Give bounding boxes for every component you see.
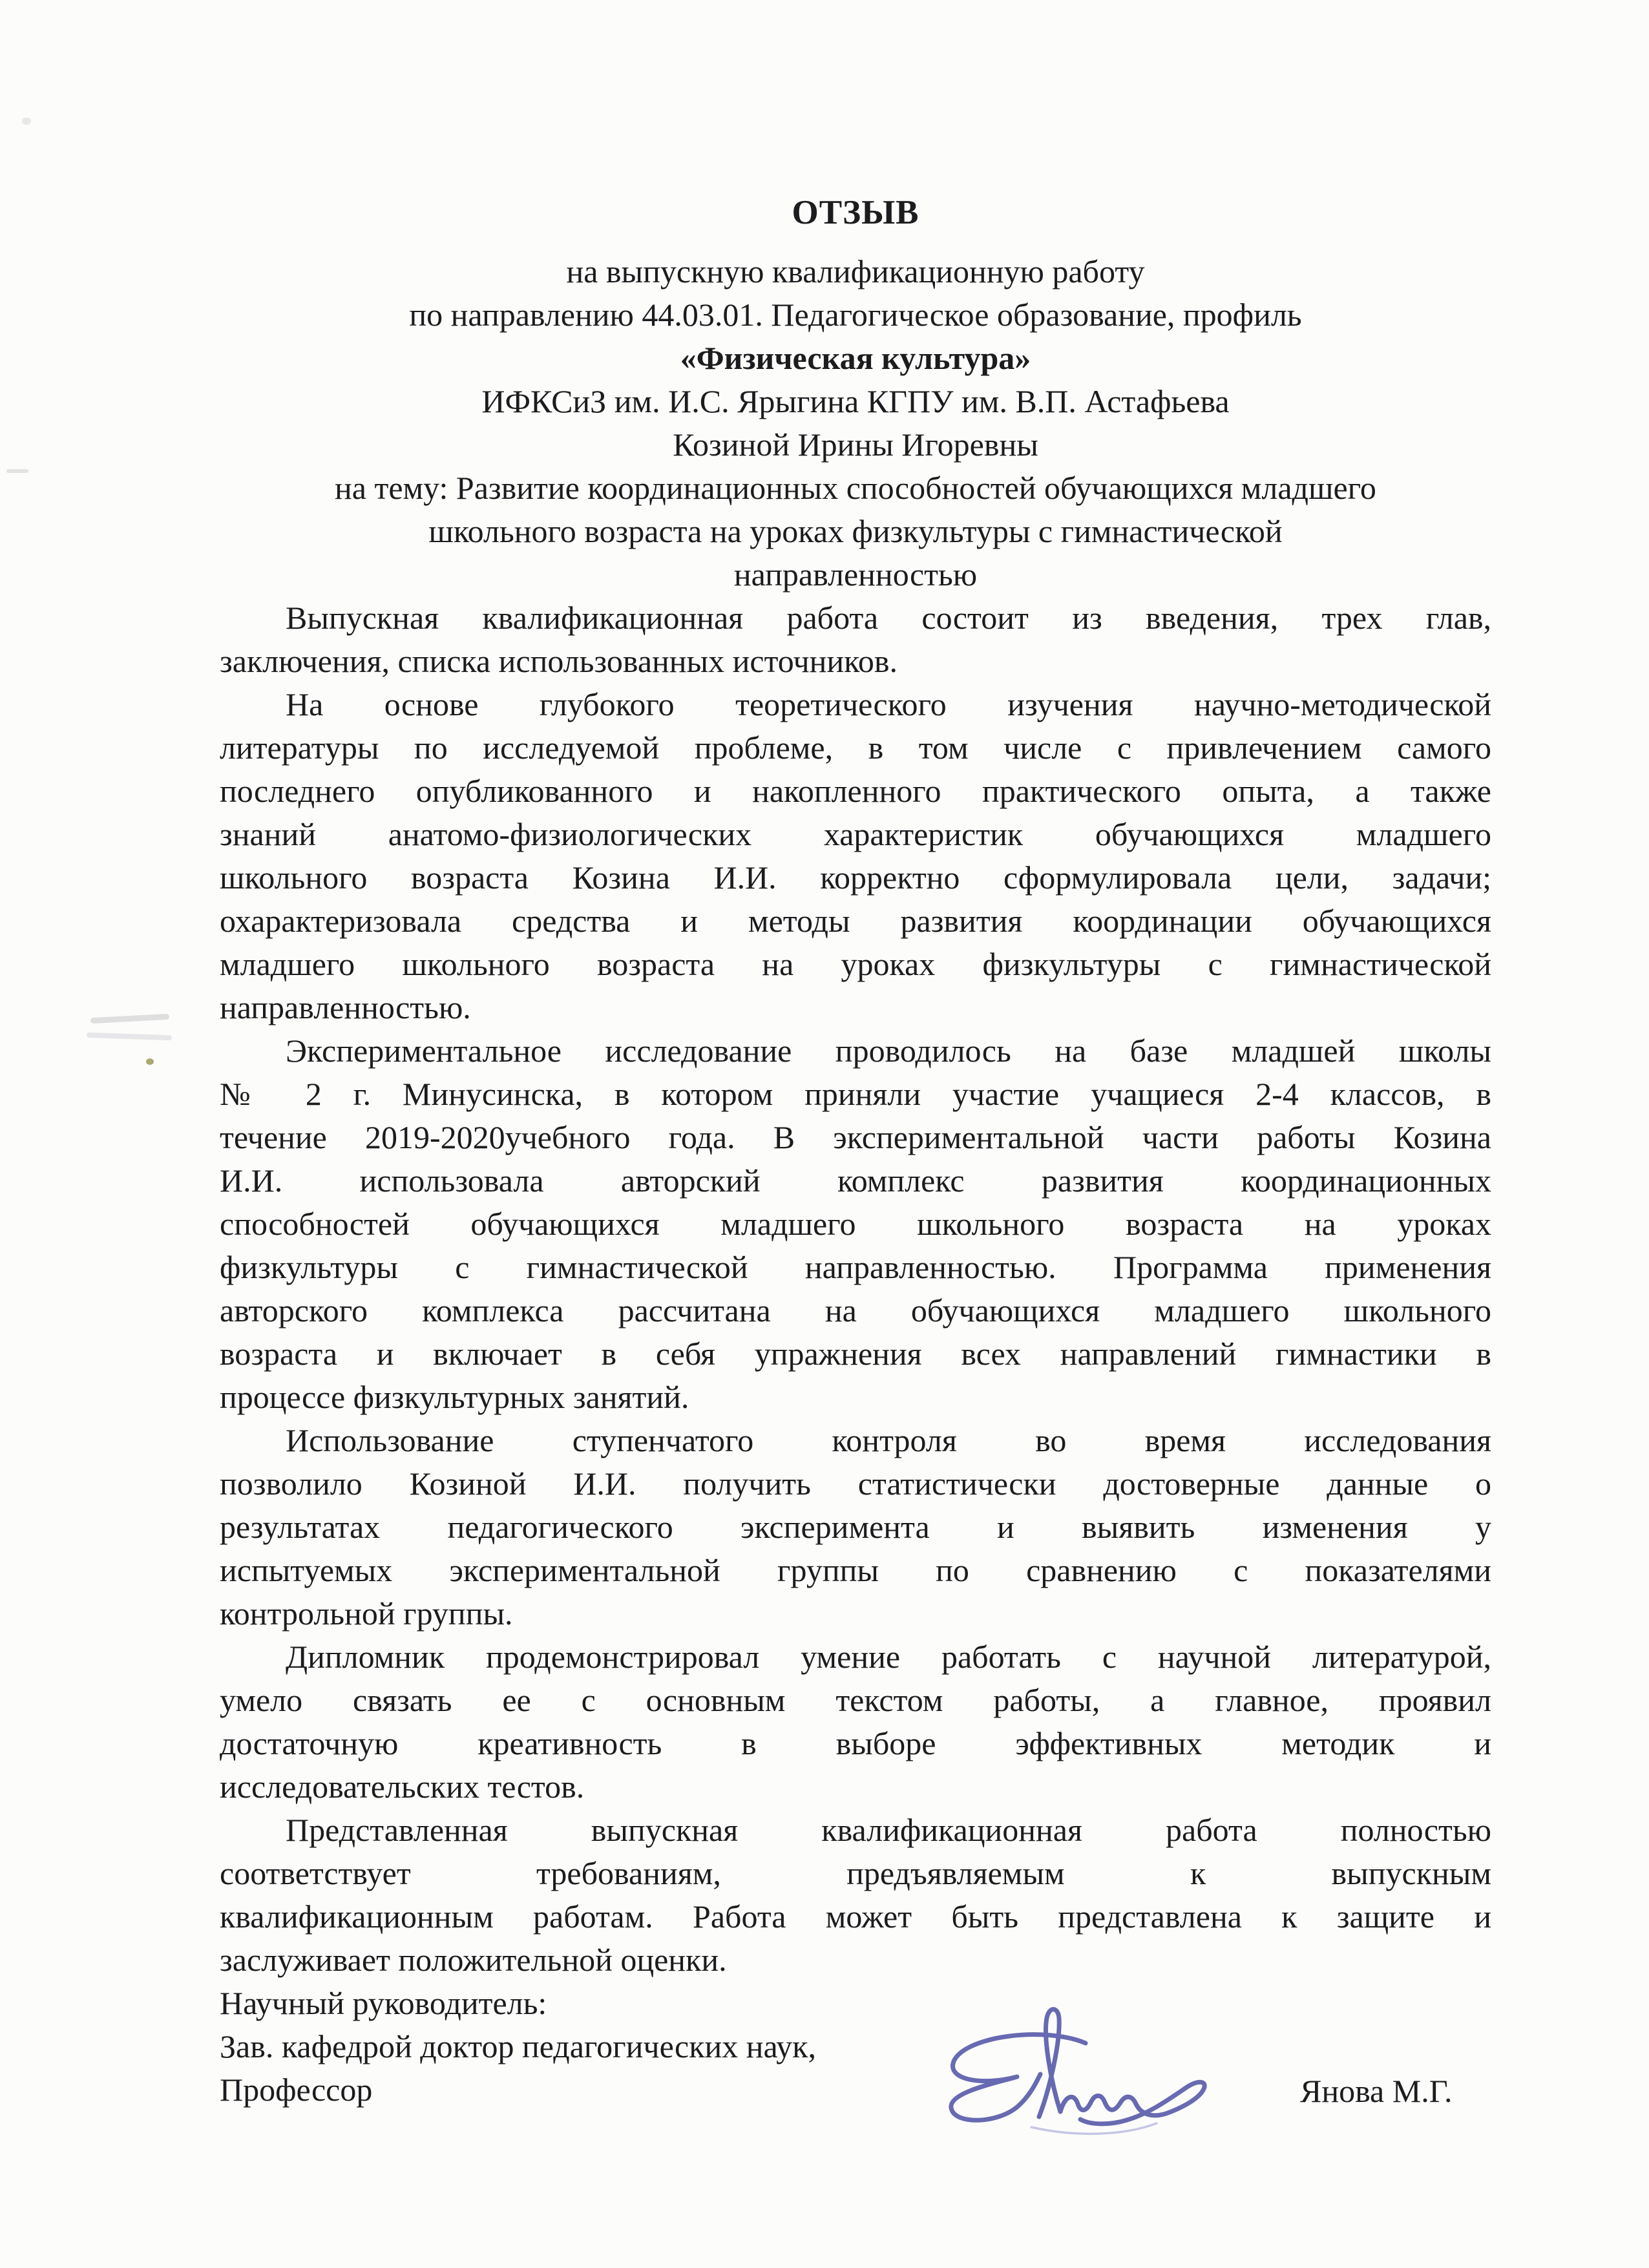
body-line: знаний анатомо-физиологических характеристик обучающихся младшего <box>220 816 1491 852</box>
body-line: № 2 г. Минусинска, в котором приняли участие учащиеся 2-4 классов, в <box>220 1076 1491 1112</box>
body-line: исследовательских тестов. <box>220 1769 585 1805</box>
body-line: способностей обучающихся младшего школьного возраста на уроках <box>220 1206 1491 1242</box>
document-text-block <box>220 191 1491 2112</box>
header-line-topic: на тему: Развитие координационных способностей обучающихся младшего <box>335 470 1376 506</box>
body-line: возраста и включает в себя упражнения всех направлений гимнастики в <box>220 1336 1491 1372</box>
footer-line-supervisor: Научный руководитель: <box>220 1985 547 2021</box>
footer-line-professor: Профессор <box>220 2072 373 2108</box>
header-line-profile: «Физическая культура» <box>680 340 1031 376</box>
body-line: Выпускная квалификационная работа состоит из введения, трех глав, <box>286 600 1491 636</box>
body-line: На основе глубокого теоретического изучения научно-методической <box>286 686 1491 722</box>
body-line: Представленная выпускная квалификационная работа полностью <box>286 1812 1491 1848</box>
header-line-topic: школьного возраста на уроках физкультуры с гимнастической <box>428 513 1283 549</box>
body-line: испытуемых экспериментальной группы по сравнению с показателями <box>220 1552 1491 1588</box>
body-line: школьного возраста Козина И.И. корректно сформулировала цели, задачи; <box>220 859 1491 896</box>
body-line: результатах педагогического эксперимента и выявить изменения у <box>220 1509 1491 1545</box>
document-title: ОТЗЫВ <box>792 194 919 231</box>
body-line: Экспериментальное исследование проводилось на базе младшей школы <box>286 1033 1491 1069</box>
body-line: заслуживает положительной оценки. <box>220 1942 727 1978</box>
body-line: физкультуры с гимнастической направленностью. Программа применения <box>220 1249 1491 1285</box>
body-line: достаточную креативность в выборе эффективных методик и <box>220 1725 1491 1761</box>
header-line-institute: ИФКСиЗ им. И.С. Ярыгина КГПУ им. В.П. Астафьева <box>481 383 1230 419</box>
body-line: авторского комплекса рассчитана на обучающихся младшего школьного <box>220 1292 1491 1328</box>
body-line: умело связать ее с основным текстом работы, а главное, проявил <box>220 1682 1491 1718</box>
body-line: квалификационным работам. Работа может быть представлена к защите и <box>220 1898 1491 1935</box>
body-line: литературы по исследуемой проблеме, в том числе с привлечением самого <box>220 730 1491 766</box>
body-line: последнего опубликованного и накопленного практического опыта, а также <box>220 773 1491 809</box>
header-line-topic: направленностью <box>733 556 978 593</box>
body-line: позволило Козиной И.И. получить статистически достоверные данные о <box>220 1465 1491 1502</box>
body-line: охарактеризовала средства и методы развития координации обучающихся <box>220 903 1491 939</box>
body-line: Использование ступенчатого контроля во время исследования <box>286 1422 1491 1458</box>
body-line: И.И. использовала авторский комплекс развития координационных <box>220 1162 1491 1199</box>
header-line: на выпускную квалификационную работу <box>566 253 1145 289</box>
scan-smudge <box>87 1033 172 1041</box>
body-line: Дипломник продемонстрировал умение работать с научной литературой, <box>286 1639 1491 1675</box>
scan-speck <box>6 469 28 473</box>
footer-line-position: Зав. кафедрой доктор педагогических наук, <box>220 2028 816 2064</box>
signature-ink <box>936 2004 1215 2139</box>
body-line: контрольной группы. <box>220 1595 513 1632</box>
scan-ink-dot <box>146 1058 154 1065</box>
header-line-author: Козиной Ирины Игоревны <box>673 426 1038 463</box>
header-line: по направлению 44.03.01. Педагогическое образование, профиль <box>409 297 1302 333</box>
scan-speck <box>22 118 31 125</box>
body-line: процессе физкультурных занятий. <box>220 1379 689 1415</box>
body-line: течение 2019-2020учебного года. В экспериментальной части работы Козина <box>220 1119 1491 1155</box>
body-line: соответствует требованиям, предъявляемым к выпускным <box>220 1855 1491 1891</box>
body-line: младшего школьного возраста на уроках физкультуры с гимнастической <box>220 946 1491 982</box>
scan-smudge <box>90 1014 169 1024</box>
signer-name: Янова М.Г. <box>1300 2073 1453 2109</box>
body-line: заключения, списка использованных источников. <box>220 643 898 679</box>
body-line: направленностью. <box>220 989 471 1025</box>
